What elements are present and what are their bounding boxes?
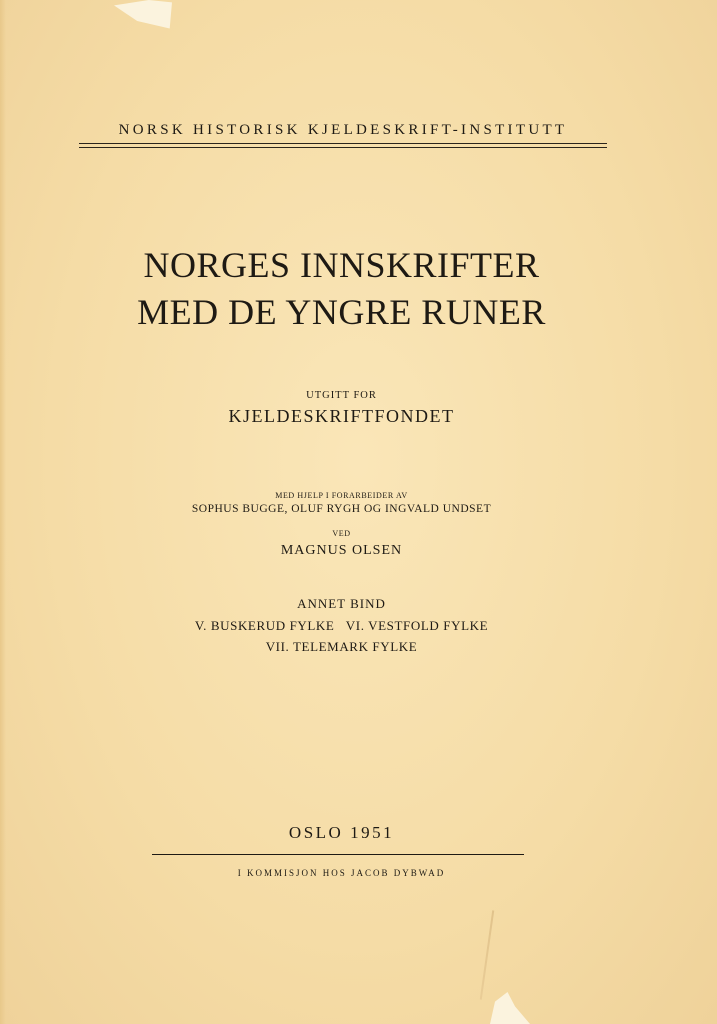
main-title-line-2: MED DE YNGRE RUNER [137, 292, 546, 332]
paper-crease [480, 910, 495, 999]
counties-line-1: V. BUSKERUD FYLKE VI. VESTFOLD FYLKE [194, 618, 489, 633]
commission-line: I KOMMISJON HOS JACOB DYBWAD [237, 868, 446, 878]
torn-corner-top [114, 0, 172, 30]
volume-label: ANNET BIND [297, 596, 386, 611]
by-label: VED [332, 529, 351, 538]
published-for-label: UTGITT FOR [306, 390, 377, 401]
place-year: OSLO 1951 [288, 823, 395, 842]
editor-name: MAGNUS OLSEN [280, 543, 403, 558]
torn-edge-bottom [480, 992, 530, 1024]
publisher-fund: KJELDESKRIFTFONDET [228, 406, 455, 426]
contributor-names: SOPHUS BUGGE, OLUF RYGH OG INGVALD UNDSET [191, 503, 492, 515]
institute-name: NORSK HISTORISK KJELDESKRIFT-INSTITUTT [118, 122, 568, 138]
header-double-rule [79, 143, 607, 148]
imprint-rule [152, 854, 524, 855]
counties-line-2: VII. TELEMARK FYLKE [265, 639, 418, 654]
main-title-line-1: NORGES INNSKRIFTER [143, 245, 540, 285]
with-help-label: MED HJELP I FORARBEIDER AV [275, 491, 408, 500]
